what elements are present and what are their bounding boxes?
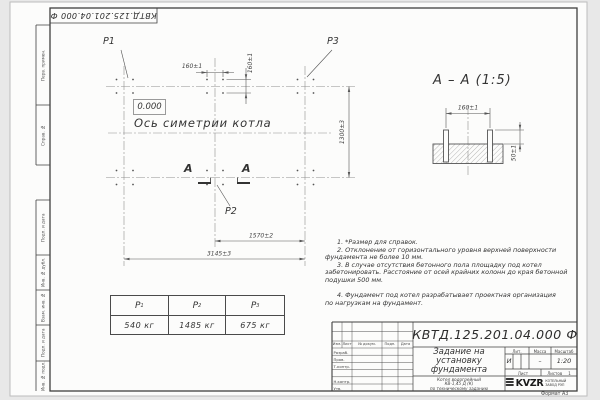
- title-block-doc-number: КВТД.125.201.04.000 Ф: [412, 327, 578, 342]
- note-line: 2. Отклонение от горизонтального уровня верхней поверхности: [337, 245, 557, 254]
- load-table: [110, 295, 285, 335]
- load-table-value: 675 кг: [240, 320, 271, 330]
- subject-line: Котел водогрейный: [437, 376, 481, 382]
- note-line: по нагрузкам на фундамент.: [325, 298, 424, 307]
- company-line: ЗАВОД РЭП: [545, 382, 565, 387]
- note-line: 1. *Размер для справок.: [337, 238, 418, 246]
- load-label-p3: P3: [327, 36, 339, 47]
- load-table-value: 540 кг: [111, 316, 169, 334]
- tb-header-docnum: № докум.: [358, 342, 376, 347]
- note-line: фундамента не более 10 мм.: [325, 253, 424, 262]
- tb-sheet-label: Лист: [517, 370, 529, 376]
- dim-width-half: 1570±2: [248, 232, 274, 240]
- boiler-axis-label: Ось симетрии котла: [134, 116, 272, 130]
- dim-section-protrusion: 50±1: [510, 144, 518, 162]
- tb-row-nkontr: Н.контр.: [333, 378, 351, 384]
- format-label: Формат А3: [541, 392, 569, 398]
- note-line: подушки 500 мм.: [325, 275, 384, 284]
- tb-header-list: Лист: [342, 342, 352, 347]
- margin-label-perv-primen: Перв. примен.: [40, 49, 46, 81]
- tb-lit-value: И: [506, 357, 512, 365]
- corner-doc-number: КВТД.125.201.04.000 Ф: [50, 11, 157, 20]
- load-table-header: P 3: [226, 296, 284, 316]
- tb-mass-label: Масса: [533, 348, 547, 354]
- section-letter-right: А: [242, 162, 251, 175]
- load-table-header: P 2: [169, 296, 227, 316]
- tb-sheets-cell: [541, 371, 577, 376]
- margin-label-sprav-no: Справ. №: [40, 124, 46, 146]
- tb-header-data: Дата: [400, 342, 411, 347]
- load-table-header: P 1: [111, 296, 169, 316]
- tb-row-razrab: Разраб.: [333, 349, 349, 355]
- tb-scale-label: Масштаб: [554, 348, 574, 354]
- anchor-bolt-right-section: [488, 130, 493, 162]
- margin-label-podp-data-2: Подп. и дата: [40, 328, 46, 358]
- tb-lit-label: Лит.: [512, 348, 522, 354]
- margin-label-inv-dubl: Инв. № дубл.: [40, 257, 46, 288]
- margin-label-inv-podl: Инв. № подл.: [40, 361, 46, 391]
- subject-line: по техническому заданию: [429, 386, 489, 392]
- notes-block: [325, 239, 579, 307]
- title-block-subject: [413, 378, 505, 392]
- tb-row-prov: Пров.: [333, 356, 345, 362]
- tb-sheets-label: Листов: [547, 370, 563, 376]
- section-letter-left: А: [184, 162, 193, 175]
- logo-text: KVZR: [515, 378, 544, 389]
- dim-bolt-spacing-y: 160±1: [247, 52, 254, 74]
- tb-row-tkontr: Т.контр.: [333, 364, 350, 370]
- company-line: КОТЕЛЬНЫЙ: [545, 378, 567, 383]
- margin-label-podp-data-1: Подп. и дата: [40, 213, 46, 242]
- tb-scale-value: 1:20: [556, 357, 572, 365]
- title-block-title: Задание на установку фундамента: [430, 347, 488, 375]
- dim-width-total: 3145±3: [206, 250, 232, 258]
- subject-line: КВ-1,45 Д (К): [444, 381, 474, 387]
- note-line: 4. Фундамент под котел разрабатывает проектная организация: [337, 291, 556, 300]
- section-view-title: А – А (1:5): [433, 73, 512, 88]
- tb-row-utv: Утв.: [333, 385, 342, 391]
- dim-section-bolt-spacing: 160±1: [457, 104, 479, 112]
- dim-height-total: 1300±3: [339, 119, 346, 145]
- tb-mass-value: –: [538, 357, 542, 365]
- kvzr-logo-icon: [505, 377, 515, 387]
- margin-label-vzam-inv: Взам. инв. №: [40, 292, 46, 323]
- note-line: 3. В случае отсутствия бетонного пола площадку под котел: [337, 260, 542, 269]
- tb-sheets-value: 1: [568, 370, 571, 376]
- tb-header-podp: Подп.: [384, 342, 396, 347]
- dim-bolt-spacing-x: 160±1: [181, 63, 203, 70]
- load-label-p2: P2: [225, 206, 237, 217]
- elevation-mark: 0.000: [133, 99, 166, 115]
- company-name: [545, 380, 566, 388]
- note-line: забетонировать. Расстояние от осей крайних колонн до края бетонной: [325, 268, 568, 277]
- company-logo: [505, 377, 577, 391]
- anchor-bolt-left-section: [444, 130, 449, 162]
- load-table-value: 1485 кг: [169, 316, 227, 334]
- tb-header-izm: Изм.: [332, 342, 342, 347]
- load-label-p1: P1: [103, 36, 115, 47]
